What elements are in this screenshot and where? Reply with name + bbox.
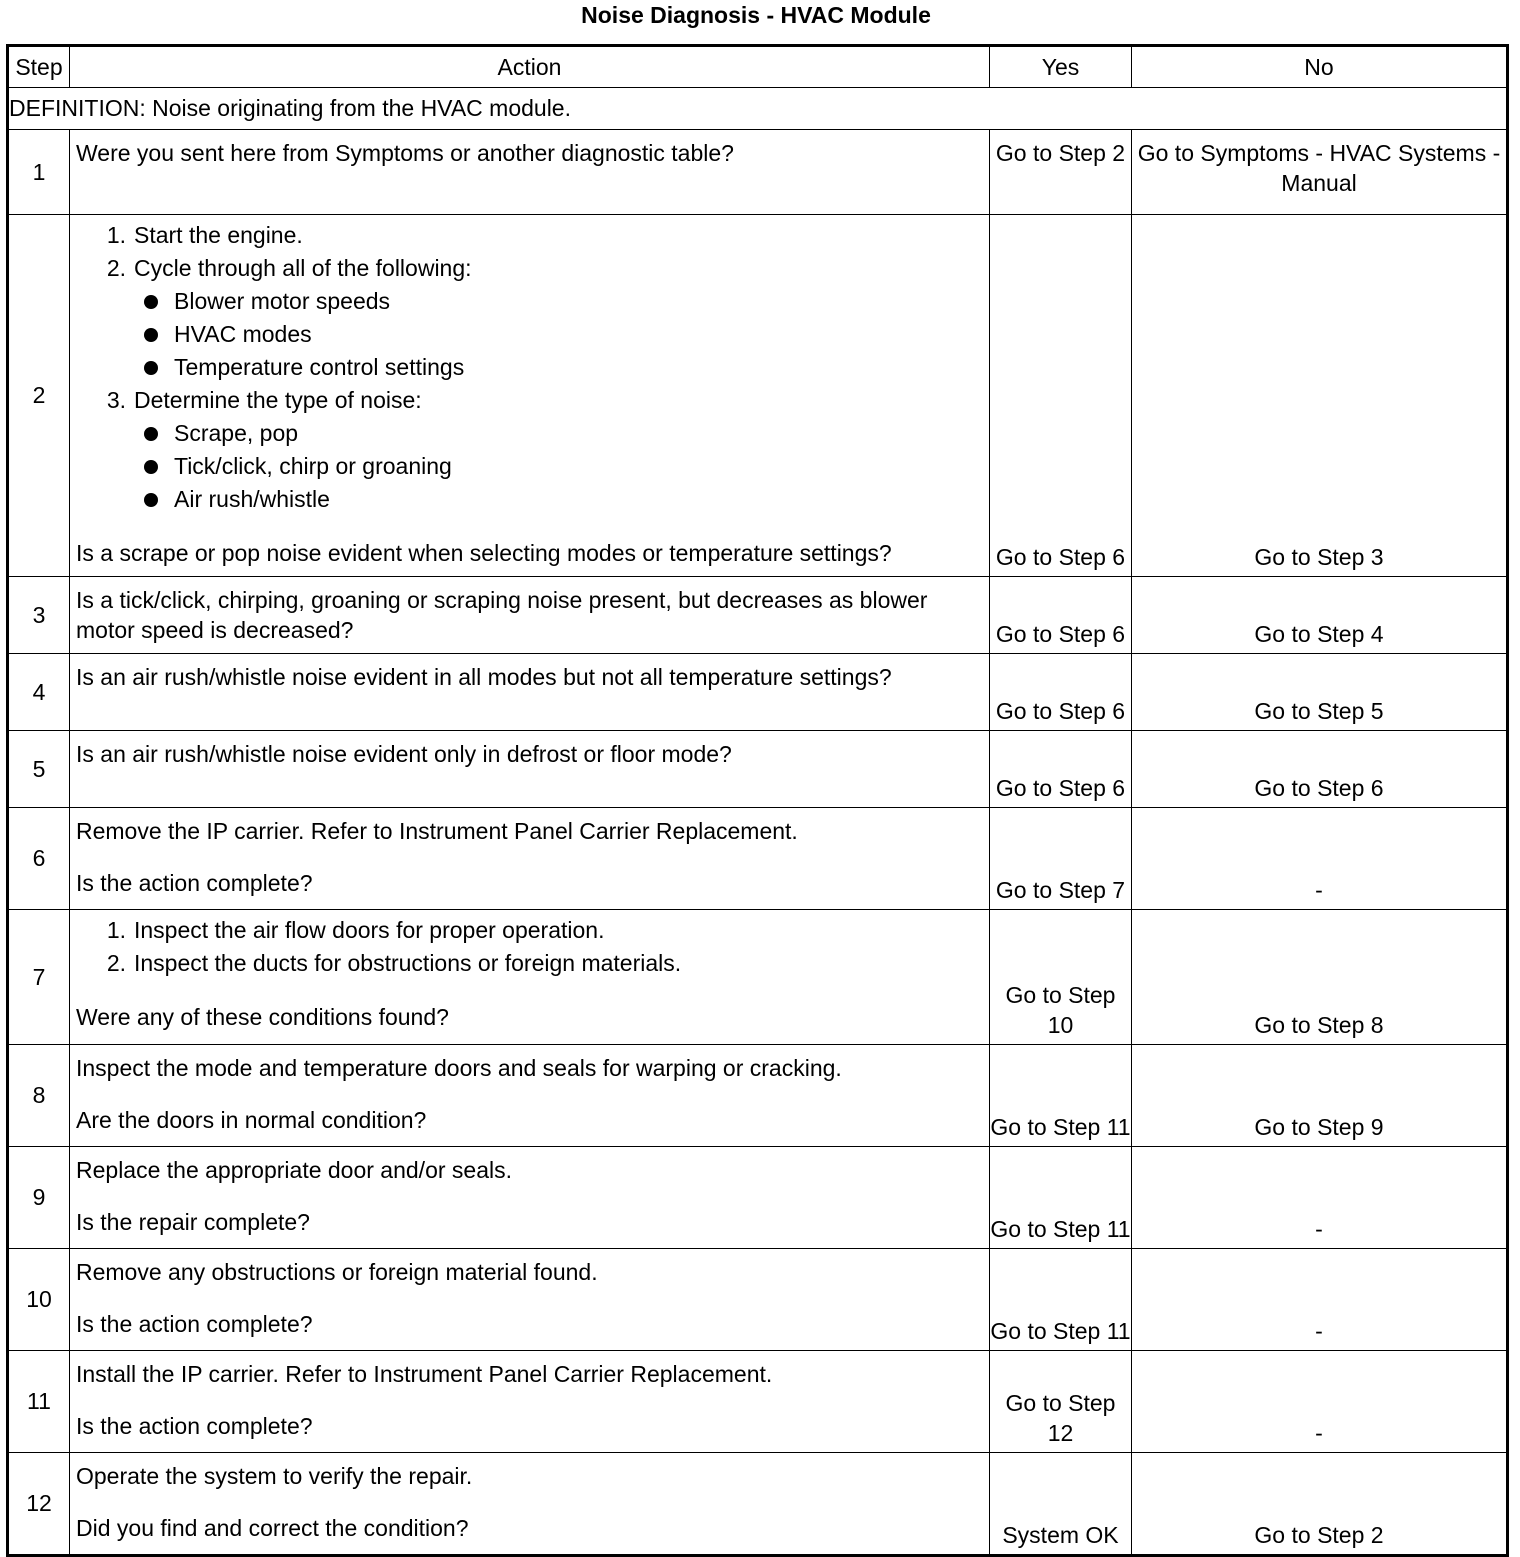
- bullet-icon: [144, 295, 158, 309]
- header-yes: Yes: [990, 46, 1132, 88]
- action-cell: [70, 808, 990, 910]
- no-cell: Go to Step 5: [1132, 654, 1508, 731]
- question-text: Are the doors in normal condition?: [76, 1107, 427, 1133]
- no-cell: Go to Step 3: [1132, 215, 1508, 577]
- definition-row: [8, 88, 1508, 130]
- action-cell: [70, 1249, 990, 1351]
- yes-cell: Go to Step 2: [990, 130, 1132, 215]
- header-step: Step: [8, 46, 70, 88]
- no-cell: Go to Step 8: [1132, 910, 1508, 1045]
- step-number: 5: [8, 731, 70, 808]
- header-row: [8, 46, 1508, 88]
- action-cell: [70, 910, 990, 1045]
- step-number: 2: [8, 215, 70, 577]
- question-text: Is the action complete?: [76, 870, 313, 896]
- no-cell: -: [1132, 1249, 1508, 1351]
- header-no: No: [1132, 46, 1508, 88]
- bullet-item: Temperature control settings: [76, 351, 983, 384]
- table-row: [8, 1045, 1508, 1147]
- yes-cell: Go to Step 12: [990, 1351, 1132, 1453]
- no-cell: Go to Step 6: [1132, 731, 1508, 808]
- action-text: Remove any obstructions or foreign material found.: [76, 1259, 598, 1285]
- action-cell: [70, 1351, 990, 1453]
- table-row: [8, 910, 1508, 1045]
- bullet-item: Blower motor speeds: [76, 285, 983, 318]
- table-row: [8, 1147, 1508, 1249]
- bullet-item: Air rush/whistle: [76, 483, 983, 516]
- header-action: Action: [70, 46, 990, 88]
- action-cell: [70, 1045, 990, 1147]
- yes-cell: Go to Step 10: [990, 910, 1132, 1045]
- question-text: Is the action complete?: [76, 1311, 313, 1337]
- question-text: Is the action complete?: [76, 1413, 313, 1439]
- step-number: 7: [8, 910, 70, 1045]
- table-row: [8, 215, 1508, 577]
- yes-cell: Go to Step 6: [990, 577, 1132, 654]
- no-cell: Go to Step 4: [1132, 577, 1508, 654]
- bullet-icon: [144, 361, 158, 375]
- yes-cell: Go to Step 11: [990, 1147, 1132, 1249]
- list-item: 2. Inspect the ducts for obstructions or foreign materials.: [106, 950, 682, 976]
- step-number: 4: [8, 654, 70, 731]
- bullet-icon: [144, 427, 158, 441]
- step-number: 8: [8, 1045, 70, 1147]
- step-number: 10: [8, 1249, 70, 1351]
- action-cell: [70, 654, 990, 731]
- action-cell: [70, 1453, 990, 1556]
- action-text: Were you sent here from Symptoms or another diagnostic table?: [76, 140, 734, 166]
- yes-cell: Go to Step 6: [990, 731, 1132, 808]
- list-item: 1. Start the engine.: [106, 222, 303, 248]
- page-title: Noise Diagnosis - HVAC Module: [581, 2, 931, 28]
- question-text: Is a scrape or pop noise evident when selecting modes or temperature settings?: [76, 540, 892, 566]
- definition-text: DEFINITION: Noise originating from the HVAC module.: [8, 88, 1508, 130]
- action-text: Remove the IP carrier. Refer to Instrument Panel Carrier Replacement.: [76, 818, 798, 844]
- list-item: 2. Cycle through all of the following:: [106, 255, 472, 281]
- no-cell: -: [1132, 1147, 1508, 1249]
- table-row: [8, 130, 1508, 215]
- no-cell: Go to Symptoms - HVAC Systems - Manual: [1132, 130, 1508, 215]
- action-cell: [70, 577, 990, 654]
- yes-cell: Go to Step 6: [990, 215, 1132, 577]
- table-row: [8, 654, 1508, 731]
- yes-cell: System OK: [990, 1453, 1132, 1556]
- yes-cell: Go to Step 7: [990, 808, 1132, 910]
- yes-cell: Go to Step 11: [990, 1045, 1132, 1147]
- question-text: Is the repair complete?: [76, 1209, 310, 1235]
- table-row: [8, 577, 1508, 654]
- table-row: [8, 1249, 1508, 1351]
- action-text: Replace the appropriate door and/or seals.: [76, 1157, 513, 1183]
- step-number: 6: [8, 808, 70, 910]
- action-cell: [70, 215, 990, 577]
- action-text: Inspect the mode and temperature doors and seals for warping or cracking.: [76, 1055, 842, 1081]
- action-cell: [70, 731, 990, 808]
- yes-cell: Go to Step 6: [990, 654, 1132, 731]
- table-row: [8, 808, 1508, 910]
- bullet-item: Scrape, pop: [76, 417, 983, 450]
- step-number: 11: [8, 1351, 70, 1453]
- action-cell: [70, 130, 990, 215]
- bullet-icon: [144, 328, 158, 342]
- step-number: 1: [8, 130, 70, 215]
- step-number: 12: [8, 1453, 70, 1556]
- no-cell: -: [1132, 1351, 1508, 1453]
- bullet-icon: [144, 493, 158, 507]
- action-cell: [70, 1147, 990, 1249]
- no-cell: -: [1132, 808, 1508, 910]
- step-number: 3: [8, 577, 70, 654]
- no-cell: Go to Step 9: [1132, 1045, 1508, 1147]
- yes-cell: Go to Step 11: [990, 1249, 1132, 1351]
- no-cell: Go to Step 2: [1132, 1453, 1508, 1556]
- bullet-icon: [144, 460, 158, 474]
- bullet-item: Tick/click, chirp or groaning: [76, 450, 983, 483]
- action-text: Is a tick/click, chirping, groaning or scraping noise present, but decreases as blower motor speed is decreased?: [76, 587, 928, 643]
- step-number: 9: [8, 1147, 70, 1249]
- question-text: Were any of these conditions found?: [76, 1004, 449, 1030]
- table-row: [8, 1351, 1508, 1453]
- action-text: Operate the system to verify the repair.: [76, 1463, 473, 1489]
- question-text: Did you find and correct the condition?: [76, 1515, 469, 1541]
- diagnosis-table: [6, 44, 1509, 1557]
- list-item: 1. Inspect the air flow doors for proper operation.: [106, 917, 605, 943]
- action-text: Is an air rush/whistle noise evident only in defrost or floor mode?: [76, 741, 732, 767]
- bullet-item: HVAC modes: [76, 318, 983, 351]
- table-row: [8, 731, 1508, 808]
- list-item: 3. Determine the type of noise:: [106, 387, 422, 413]
- action-text: Is an air rush/whistle noise evident in all modes but not all temperature settings?: [76, 664, 892, 690]
- action-text: Install the IP carrier. Refer to Instrument Panel Carrier Replacement.: [76, 1361, 773, 1387]
- table-row: [8, 1453, 1508, 1556]
